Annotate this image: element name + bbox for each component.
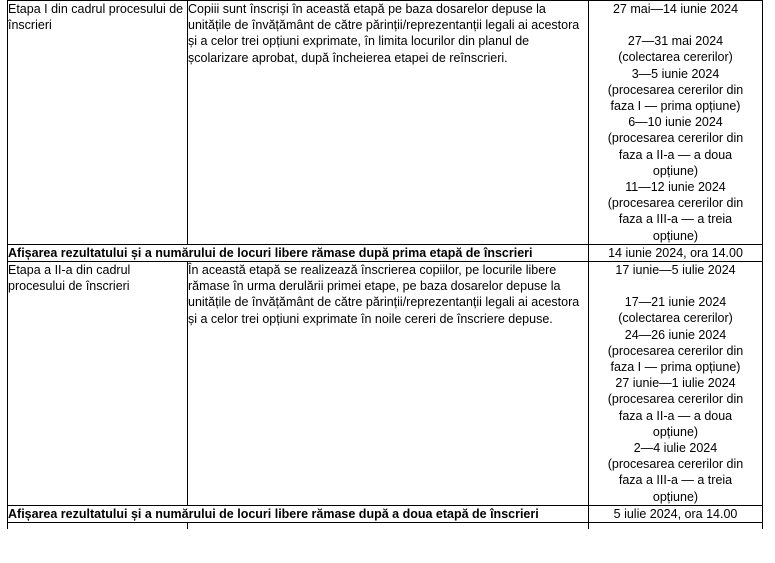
stage-2-phase-line: (procesarea cererilor din [607, 457, 744, 472]
result-2-label: Afișarea rezultatului și a numărului de locuri libere rămase după a doua etapă de înscrieri [8, 505, 589, 522]
stage-2-phase-line: 27 iunie—1 iulie 2024 [615, 376, 736, 391]
result-1-label: Afișarea rezultatului și a numărului de locuri libere rămase după prima etapă de înscrieri [8, 244, 589, 261]
stage-2-phase-line: 17—21 iunie 2024 [624, 295, 727, 310]
stage-1-phase-line: faza a III-a — a treia [618, 212, 733, 227]
table-row-stage-2 [8, 262, 763, 506]
stage-1-dates [589, 1, 763, 245]
stage-2-dates [589, 262, 763, 506]
stage-1-phase-line: faza a II-a — a doua [618, 147, 733, 162]
stage-2-period: 17 iunie—5 iulie 2024 [615, 263, 736, 278]
stage-1-phase-line: 11—12 iunie 2024 [625, 180, 726, 195]
stage-1-phase-line: opțiune) [652, 163, 699, 178]
stage-2-phase-line: (procesarea cererilor din [607, 392, 744, 407]
enrollment-schedule-table [7, 0, 763, 529]
table-row-result-2 [8, 505, 763, 522]
stage-1-period: 27 mai—14 iunie 2024 [612, 2, 739, 16]
stage-1-phase-line: (procesarea cererilor din [607, 196, 744, 211]
continuation-cell [188, 523, 589, 530]
stage-1-phase-line: (procesarea cererilor din [607, 131, 744, 146]
table-row-continuation [8, 523, 763, 530]
stage-2-phase-line: (colectarea cererilor) [618, 311, 733, 326]
stage-2-phase-line: (procesarea cererilor din [607, 343, 744, 358]
stage-1-description: Copiii sunt înscriși în această etapă pe baza dosarelor depuse la unitățile de învățământ de către părinții/reprezentanții legali ai acestora și a celor trei opțiuni exprimate, în limita locurilor din planul de școlarizare aprobat, după încheierea etapei de reînscrieri. [188, 1, 589, 245]
continuation-cell [8, 523, 188, 530]
stage-1-phase-line: opțiune) [652, 228, 699, 243]
table-row-stage-1 [8, 1, 763, 245]
continuation-cell [589, 523, 763, 530]
stage-1-name: Etapa I din cadrul procesului de înscrieri [8, 1, 188, 245]
result-2-date: 5 iulie 2024, ora 14.00 [589, 505, 763, 522]
stage-1-phase-line: faza I — prima opțiune) [610, 99, 741, 114]
stage-1-phase-line: 6—10 iunie 2024 [628, 115, 723, 130]
table-row-result-1 [8, 244, 763, 261]
stage-2-phase-line: opțiune) [652, 489, 699, 504]
stage-2-phase-line: faza a II-a — a doua [618, 408, 733, 423]
stage-2-name: Etapa a II-a din cadrul procesului de înscrieri [8, 262, 188, 506]
stage-1-phase-line: 27—31 mai 2024 [627, 34, 724, 49]
stage-1-phase-line: 3—5 iunie 2024 [631, 66, 720, 81]
stage-2-description: În această etapă se realizează înscrierea copiilor, pe locurile libere rămase în urma derulării primei etape, pe baza dosarelor depuse la unitățile de învățământ de către părinții/reprezentanții legali ai acestora și a celor trei opțiuni exprimate în noile cereri de înscriere depuse. [188, 262, 589, 506]
stage-2-phase-line: 24—26 iunie 2024 [624, 327, 727, 342]
stage-1-phase-line: (procesarea cererilor din [607, 82, 744, 97]
stage-2-phase-line: faza I — prima opțiune) [610, 360, 741, 375]
stage-2-phase-line: opțiune) [652, 424, 699, 439]
result-1-date: 14 iunie 2024, ora 14.00 [589, 244, 763, 261]
stage-1-phase-line: (colectarea cererilor) [618, 50, 733, 65]
stage-2-phase-line: faza a III-a — a treia [618, 473, 733, 488]
stage-2-phase-line: 2—4 iulie 2024 [633, 441, 718, 456]
